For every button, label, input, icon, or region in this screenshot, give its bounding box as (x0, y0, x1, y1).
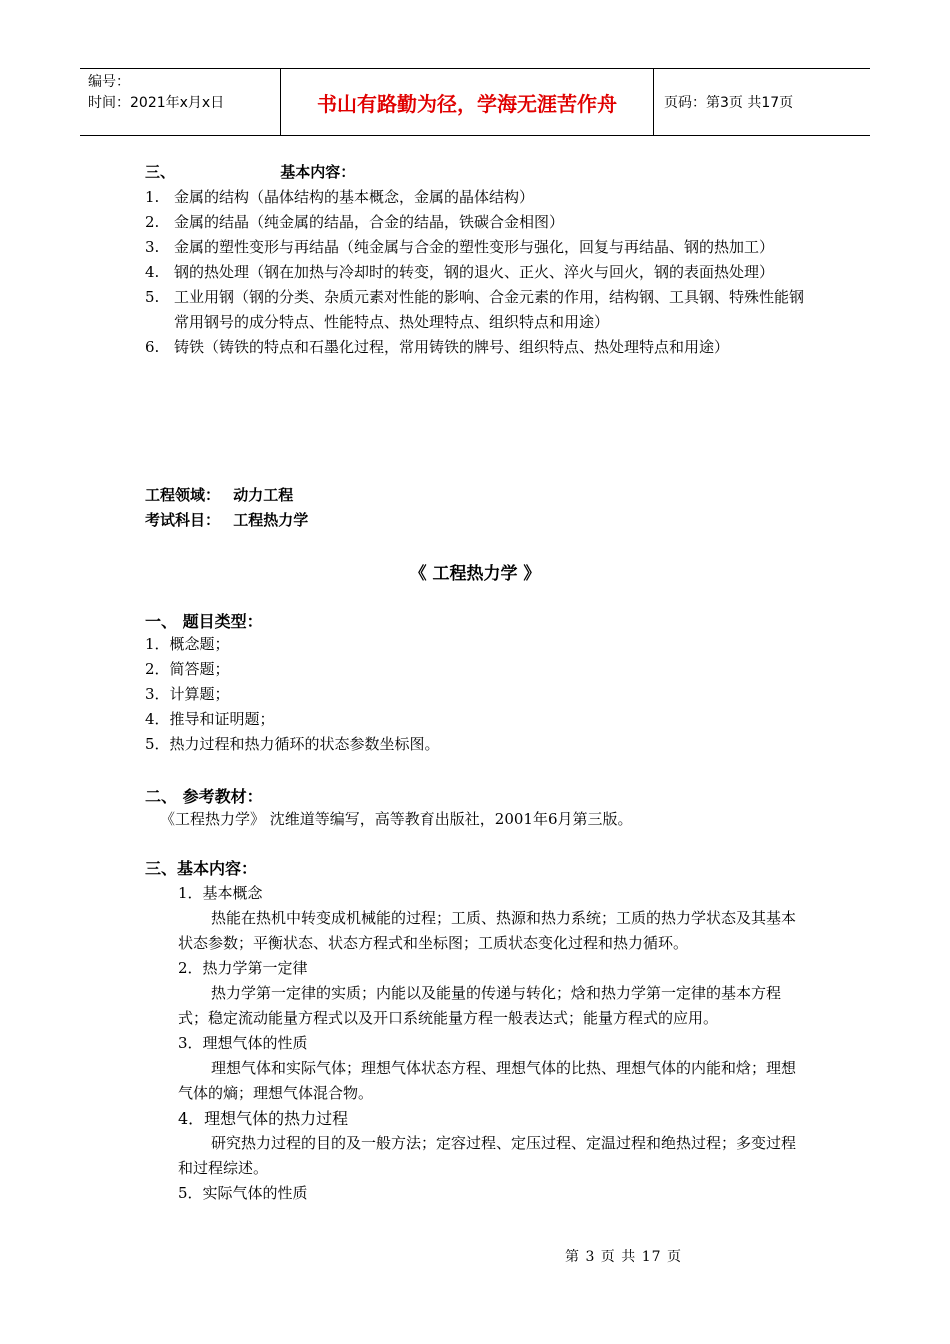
subsection-title: 5．实际气体的性质 (178, 1184, 308, 1202)
subject-label: 考试科目： (145, 511, 221, 529)
subsection-text: 热力学第一定律的实质；内能以及能量的传递与转化；焓和热力学第一定律的基本方程式；稳定流动能量方程式以及开口系统能量方程一般表达式；能量方程式的应用。 (178, 984, 782, 1027)
list-item: 4．推导和证明题； (145, 710, 275, 728)
code-label: 编号： (88, 74, 130, 90)
subsection-text: 热能在热机中转变成机械能的过程；工质、热源和热力系统；工质的热力学状态及其基本状态参数；平衡状态、状态方程式和坐标图；工质状态变化过程和热力循环。 (178, 909, 797, 952)
heading-number: 三、 (145, 163, 176, 181)
subsection-title: 3．理想气体的性质 (178, 1034, 308, 1052)
list-item: 2．简答题； (145, 660, 230, 678)
subsection-text: 研究热力过程的目的及一般方法；定容过程、定压过程、定温过程和绝热过程；多变过程和过程综述。 (178, 1134, 797, 1177)
header-page-info: 页码：第3页 共17页 (664, 95, 794, 111)
section-content-heading: 三、基本内容： (145, 859, 258, 878)
header-motto: 书山有路勤为径，学海无涯苦作舟 (281, 69, 654, 135)
section-types-list (145, 632, 440, 757)
subsection-title: 2．热力学第一定律 (178, 959, 308, 977)
section-content (145, 856, 825, 1206)
document-title: 《 工程热力学 》 (409, 564, 541, 584)
section-prev-content (145, 160, 825, 360)
section-books-text: 《工程热力学》 沈维道等编写，高等教育出版社，2001年6月第三版。 (160, 810, 633, 828)
page-header (80, 68, 870, 136)
section-prev-heading (145, 160, 825, 185)
list-item: 6. 铸铁（铸铁的特点和石墨化过程，常用铸铁的牌号、组织特点、热处理特点和用途） (145, 338, 730, 356)
field-line (145, 484, 293, 505)
subject-value: 工程热力学 (233, 511, 309, 529)
list-item: 4. 钢的热处理（钢在加热与冷却时的转变，钢的退火、正火、淬火与回火，钢的表面热处理） (145, 263, 775, 281)
subject-line (145, 509, 308, 530)
field-value: 动力工程 (233, 486, 294, 504)
list-item: 5．热力过程和热力循环的状态参数坐标图。 (145, 735, 440, 753)
list-item: 1．概念题； (145, 635, 230, 653)
list-item: 1. 金属的结构（晶体结构的基本概念，金属的晶体结构） (145, 188, 535, 206)
heading-text: 基本内容： (280, 163, 356, 181)
list-item: 3．计算题； (145, 685, 230, 703)
header-meta (80, 69, 281, 135)
page-footer: 第 3 页 共 17 页 (565, 1249, 682, 1265)
list-item: 3. 金属的塑性变形与再结晶（纯金属与合金的塑性变形与强化，回复与再结晶、钢的热加工） (145, 238, 775, 256)
section-types-heading: 一、 题目类型： (145, 612, 263, 631)
list-item: 5. 工业用钢（钢的分类、杂质元素对性能的影响、合金元素的作用，结构钢、工具钢、特殊性能钢常用钢号的成分特点、性能特点、热处理特点、组织特点和用途） (145, 288, 805, 331)
list-item: 2. 金属的结晶（纯金属的结晶，合金的结晶，铁碳合金相图） (145, 213, 565, 231)
subsection-title: 1．基本概念 (178, 884, 263, 902)
time-label: 时间：2021年x月x日 (88, 95, 225, 111)
section-books-heading: 二、 参考教材： (145, 787, 263, 806)
field-label: 工程领域： (145, 486, 221, 504)
subsection-title: 4．理想气体的热力过程 (178, 1109, 349, 1128)
subsection-text: 理想气体和实际气体；理想气体状态方程、理想气体的比热、理想气体的内能和焓；理想气体的熵；理想气体混合物。 (178, 1059, 797, 1102)
